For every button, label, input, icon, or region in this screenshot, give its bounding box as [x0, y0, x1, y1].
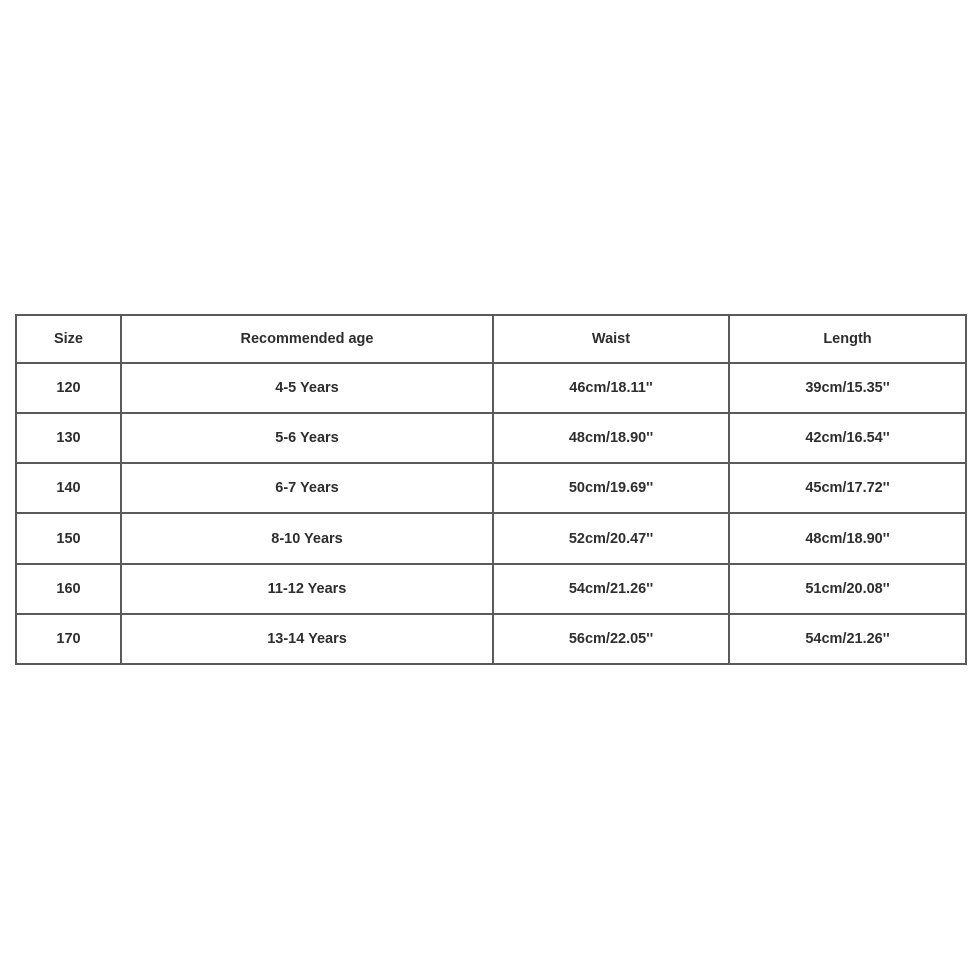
header-row	[16, 315, 966, 363]
cell-size: 160	[16, 564, 121, 614]
header-waist: Waist	[493, 315, 729, 363]
table-row	[16, 564, 966, 614]
cell-length: 39cm/15.35''	[729, 363, 966, 413]
cell-size: 150	[16, 513, 121, 563]
cell-size: 120	[16, 363, 121, 413]
cell-age: 4-5 Years	[121, 363, 493, 413]
cell-age: 11-12 Years	[121, 564, 493, 614]
cell-size: 140	[16, 463, 121, 513]
cell-size: 170	[16, 614, 121, 664]
table-row	[16, 463, 966, 513]
cell-length: 45cm/17.72''	[729, 463, 966, 513]
cell-age: 6-7 Years	[121, 463, 493, 513]
cell-age: 13-14 Years	[121, 614, 493, 664]
cell-length: 54cm/21.26''	[729, 614, 966, 664]
cell-length: 51cm/20.08''	[729, 564, 966, 614]
table-row	[16, 363, 966, 413]
size-chart-table	[15, 314, 967, 665]
cell-length: 42cm/16.54''	[729, 413, 966, 463]
cell-age: 8-10 Years	[121, 513, 493, 563]
header-length: Length	[729, 315, 966, 363]
cell-waist: 52cm/20.47''	[493, 513, 729, 563]
cell-waist: 48cm/18.90''	[493, 413, 729, 463]
cell-waist: 54cm/21.26''	[493, 564, 729, 614]
cell-waist: 56cm/22.05''	[493, 614, 729, 664]
table-row	[16, 614, 966, 664]
cell-length: 48cm/18.90''	[729, 513, 966, 563]
cell-waist: 46cm/18.11''	[493, 363, 729, 413]
cell-age: 5-6 Years	[121, 413, 493, 463]
header-size: Size	[16, 315, 121, 363]
cell-size: 130	[16, 413, 121, 463]
table-row	[16, 413, 966, 463]
cell-waist: 50cm/19.69''	[493, 463, 729, 513]
table-row	[16, 513, 966, 563]
header-recommended-age: Recommended age	[121, 315, 493, 363]
